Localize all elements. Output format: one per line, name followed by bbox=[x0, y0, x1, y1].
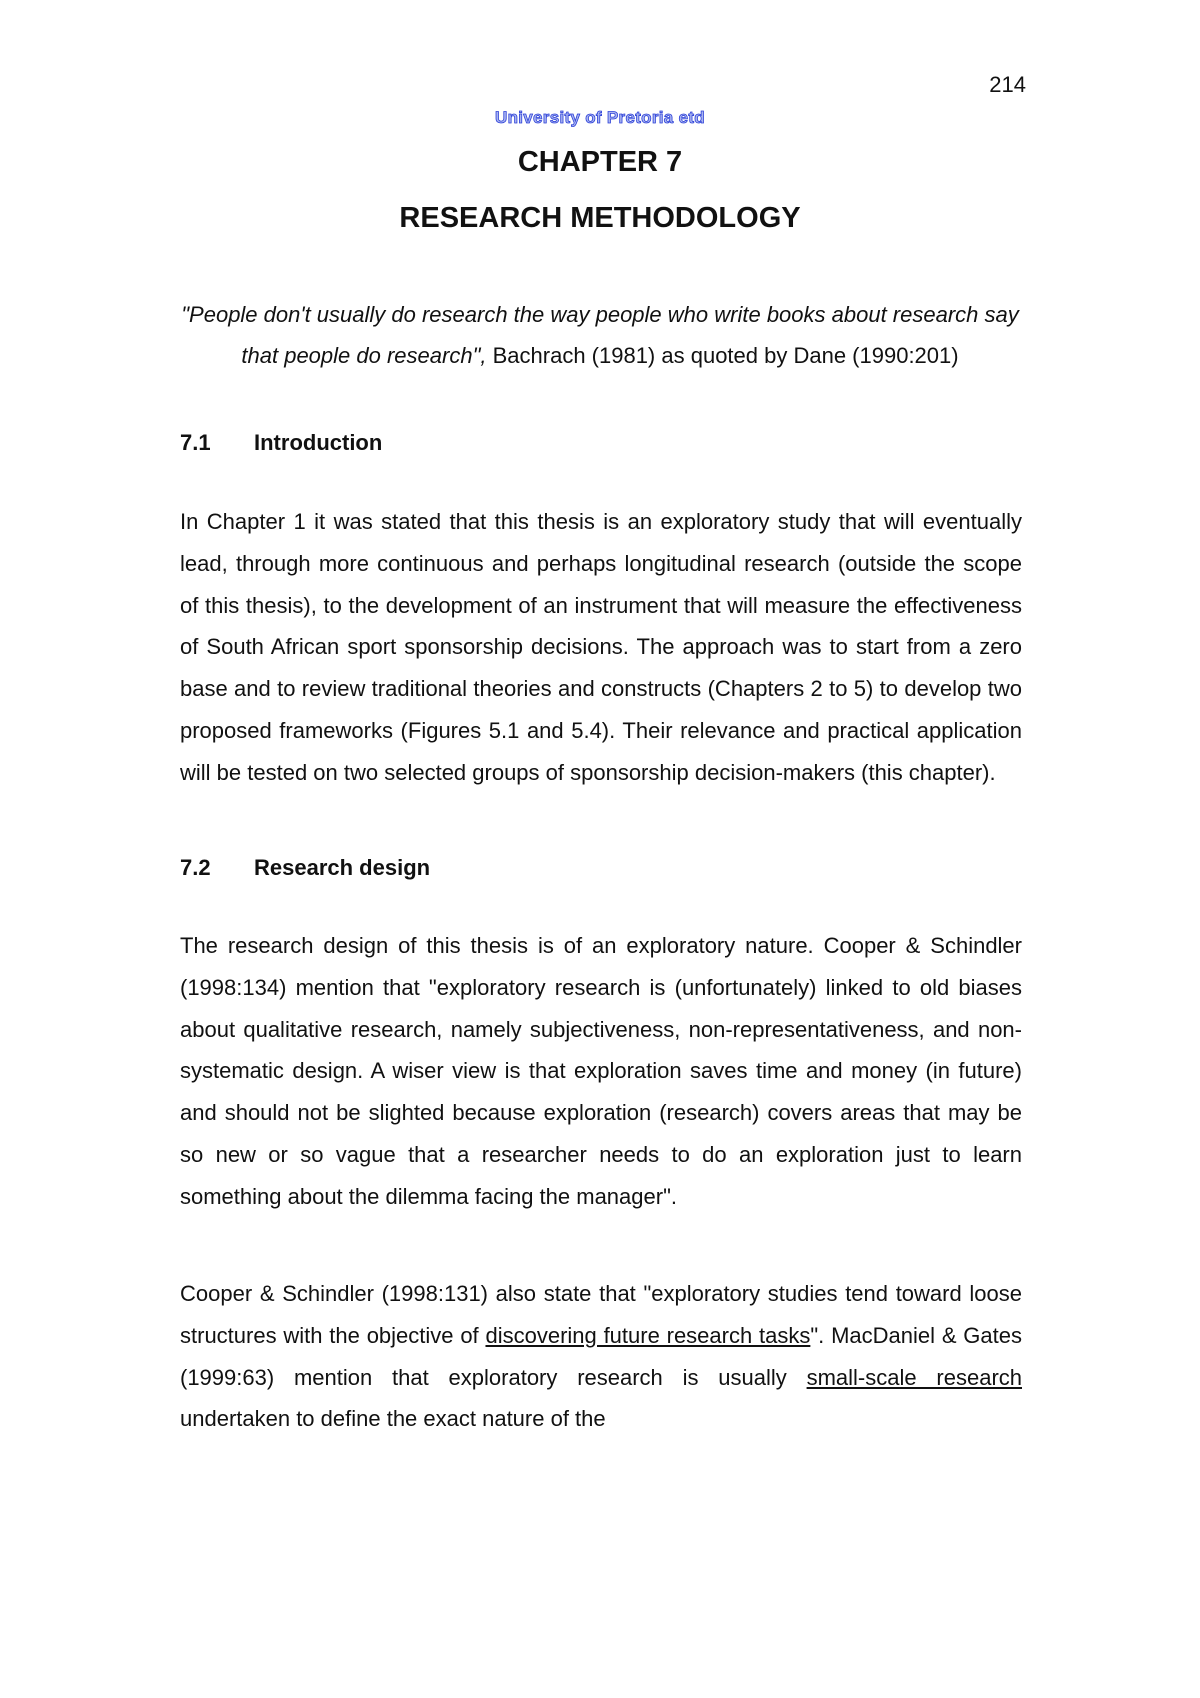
underlined-phrase: small-scale research bbox=[806, 1364, 1022, 1390]
epigraph-quote: "People don't usually do research the way people who write books about research say that people do research", bbox=[181, 302, 1019, 368]
chapter-title: CHAPTER 7 bbox=[517, 146, 683, 178]
page-number: 214 bbox=[989, 72, 1026, 97]
epigraph-attribution: Bachrach (1981) as quoted by Dane (1990:201) bbox=[486, 343, 959, 368]
section-number: 7.1 bbox=[180, 430, 211, 455]
section-heading-introduction bbox=[180, 430, 382, 456]
university-watermark: University of Pretoria etd bbox=[495, 108, 705, 127]
introduction-paragraph: In Chapter 1 it was stated that this thesis is an exploratory study that will eventually lead, through more continuous and perhaps longitudinal research (outside the scope of this thesis), to the development of an instrument that will measure the effectiveness of South African sport sponsorship decisions. The approach was to start from a zero base and to review traditional theories and constructs (Chapters 2 to 5) to develop two proposed frameworks (Figures 5.1 and 5.4). Their relevance and practical application will be tested on two selected groups of sponsorship decision-makers (this chapter). bbox=[180, 509, 1022, 785]
chapter-subtitle: RESEARCH METHODOLOGY bbox=[399, 202, 801, 234]
research-design-paragraph: The research design of this thesis is of an exploratory nature. Cooper & Schindler (1998:134) mention that "exploratory research is (unfortunately) linked to old biases about qualitative research, namely subjectiveness, non-representativeness, and non-systematic design. A wiser view is that exploration saves time and money (in future) and should not be slighted because exploration (research) covers areas that may be so new or so vague that a researcher needs to do an exploration just to learn something about the dilemma facing the manager". bbox=[180, 933, 1022, 1209]
text-run: ". MacDaniel & Gates (1999:63) mention that exploratory research is usually bbox=[180, 1322, 1023, 1390]
section-number: 7.2 bbox=[180, 855, 211, 880]
section-title: Introduction bbox=[254, 430, 383, 455]
text-run: undertaken to define the exact nature of the bbox=[180, 1406, 606, 1432]
section-title: Research design bbox=[254, 855, 431, 880]
underlined-phrase: discovering future research tasks bbox=[485, 1322, 811, 1348]
epigraph bbox=[180, 294, 1020, 376]
section-heading-research-design bbox=[180, 855, 430, 881]
text-run: Cooper & Schindler (1998:131) also state that "exploratory studies tend toward loose structures with the objective of bbox=[180, 1281, 1022, 1348]
research-design-paragraph-2 bbox=[180, 1273, 1022, 1440]
